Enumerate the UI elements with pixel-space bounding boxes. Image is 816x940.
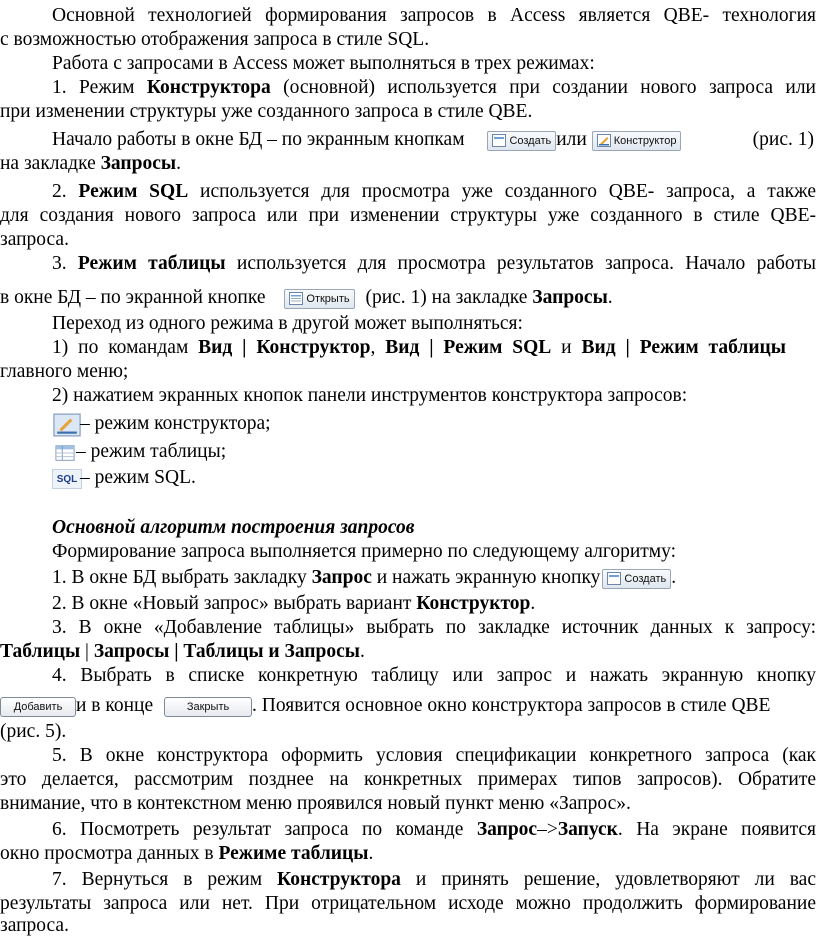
paragraph-line: – режим конструктора; <box>0 412 816 437</box>
paragraph-line: на закладке Запросы. <box>0 153 181 174</box>
sql-mode-icon[interactable]: SQL <box>52 469 82 489</box>
paragraph-line: Переход из одного режима в другой может выполняться: <box>52 313 523 334</box>
close-button[interactable]: Закрыть <box>164 697 252 717</box>
paragraph-line: в окне БД – по экранной кнопке Открыть (рис. 1) на закладке Запросы. <box>0 287 613 308</box>
paragraph-line: Таблицы | Запросы | Таблицы и Запросы. <box>0 641 365 662</box>
paragraph-line: 3. В окне «Добавление таблицы» выбрать по закладке источник данных к запросу: <box>52 617 816 638</box>
paragraph-line: при изменении структуры уже созданного запроса в стиле QBE. <box>0 101 533 122</box>
table-mode-icon[interactable] <box>52 443 78 463</box>
designer-icon <box>597 134 611 147</box>
paragraph-line: это делается, рассмотрим позднее на конкретных примерах типов запросов). Обратите <box>0 769 816 790</box>
new-document-icon <box>492 134 506 147</box>
paragraph-line: Добавить и в конце Закрыть . Появится основное окно конструктора запросов в стиле QBE <box>0 694 816 718</box>
open-button[interactable]: Открыть <box>284 289 354 309</box>
paragraph-line: запроса. <box>0 915 69 936</box>
new-document-icon <box>607 572 621 585</box>
paragraph-line: главного меню; <box>0 361 129 382</box>
paragraph-line: Формирование запроса выполняется примерно по следующему алгоритму: <box>52 541 677 562</box>
designer-mode-icon[interactable] <box>52 413 82 437</box>
paragraph-line: внимание, что в контекстном меню проявился новый пункт меню «Запрос». <box>0 793 631 814</box>
open-icon <box>289 292 303 305</box>
paragraph-line: 7. Вернуться в режим Конструктора и принять решение, удовлетворяют ли вас <box>52 869 816 890</box>
paragraph-line: результаты запроса или нет. При отрицательном исходе можно продолжить формирование <box>0 893 816 914</box>
paragraph-line: – режим таблицы; <box>0 440 816 464</box>
paragraph-line: Основной технологией формирования запросов в Access является QBE- технология <box>52 5 816 26</box>
create-button[interactable]: Создать <box>487 131 556 151</box>
paragraph-line: запроса. <box>0 229 69 250</box>
paragraph-line: 6. Посмотреть результат запроса по команде Запрос–>Запуск. На экране появится <box>52 819 816 840</box>
paragraph-line: (рис. 5). <box>0 721 67 742</box>
paragraph-line: с возможностью отображения запроса в стиле SQL. <box>0 29 430 50</box>
paragraph-line: SQL – режим SQL. <box>0 466 816 490</box>
paragraph-line: для создания нового запроса или при изменении структуры уже созданного в стиле QBE- <box>0 205 816 226</box>
designer-button[interactable]: Конструктор <box>592 131 682 151</box>
add-button[interactable]: Добавить <box>0 697 76 717</box>
paragraph-line: 3. Режим таблицы используется для просмотра результатов запроса. Начало работы <box>52 253 816 274</box>
paragraph-line: Начало работы в окне БД – по экранным кнопкам Создать или Конструктор (рис. 1) <box>52 129 814 150</box>
create-button[interactable]: Создать <box>602 569 671 589</box>
paragraph-line: 2. Режим SQL используется для просмотра уже созданного QBE- запроса, а также <box>52 181 816 202</box>
paragraph-line: окно просмотра данных в Режиме таблицы. <box>0 843 374 864</box>
paragraph-line: Работа с запросами в Access может выполняться в трех режимах: <box>52 53 595 74</box>
paragraph-line: 1. Режим Конструктора (основной) используется при создании нового запроса или <box>52 77 816 98</box>
section-heading: Основной алгоритм построения запросов <box>52 517 415 538</box>
paragraph-line: 2. В окне «Новый запрос» выбрать вариант Конструктор. <box>52 593 536 614</box>
paragraph-line: 1) по командам Вид | Конструктор, Вид | Режим SQL и Вид | Режим таблицы <box>52 337 787 358</box>
paragraph-line: 5. В окне конструктора оформить условия спецификации конкретного запроса (как <box>52 745 816 766</box>
paragraph-line: 4. Выбрать в списке конкретную таблицу или запрос и нажать экранную кнопку <box>52 665 816 686</box>
paragraph-line: 2) нажатием экранных кнопок панели инструментов конструктора запросов: <box>52 385 688 406</box>
paragraph-line: 1. В окне БД выбрать закладку Запрос и нажать экранную кнопку Создать . <box>52 567 677 588</box>
